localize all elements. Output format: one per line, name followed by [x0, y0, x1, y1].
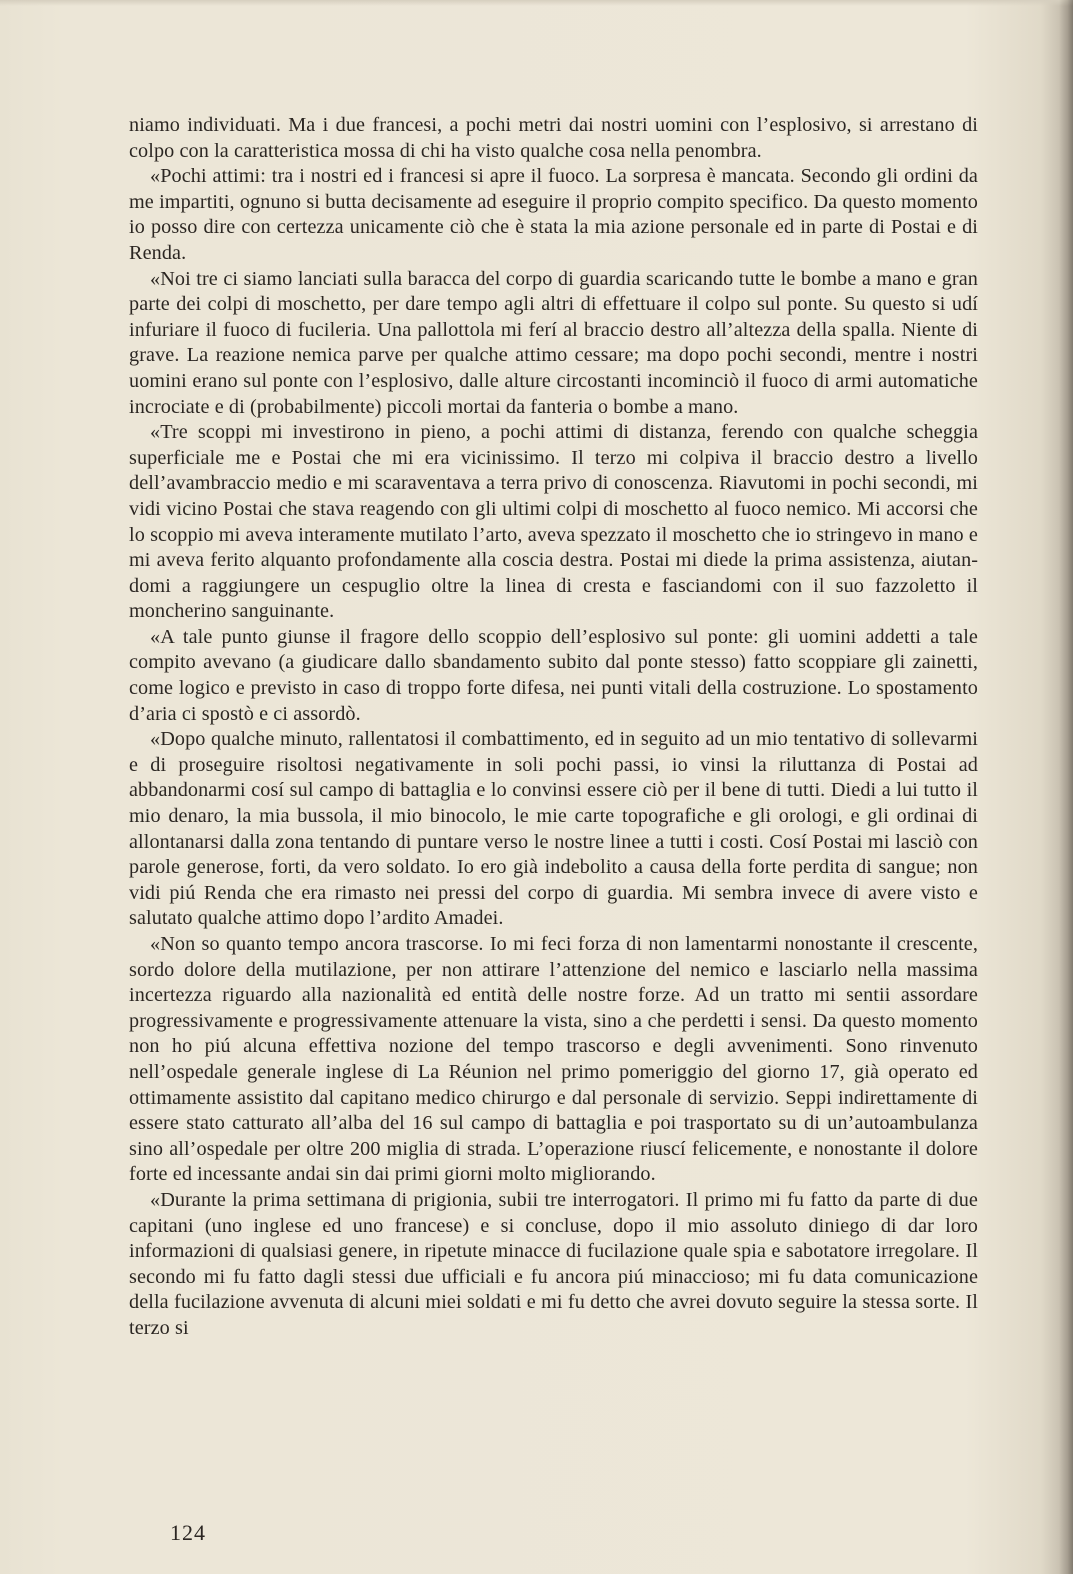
body-text	[129, 113, 978, 1342]
paragraph: «A tale punto giunse il fragore dello scoppio dell’esplosivo sul ponte: gli uomini addetti a tale compito avevano (a giudicare dallo sbandamento subito dal ponte stesso) fatto scoppiare gli zainetti, come logico e previsto in caso di troppo forte difesa, nei punti vitali della costruzione. Lo spostamento d’aria ci spostò e ci assordò.	[129, 625, 978, 725]
paragraph: «Noi tre ci siamo lanciati sulla baracca del corpo di guardia scaricando tutte le bombe a mano e gran parte dei colpi di moschetto, per dare tempo agli altri di effettuare il colpo sul ponte. Su questo si udí infuriare il fuoco di fucileria. Una pallottola mi ferí al braccio destro all’altezza della spalla. Niente di grave. La reazione nemica parve per qualche attimo cessare; ma dopo pochi secondi, mentre i nostri uomini erano sul ponte con l’esplosivo, dalle alture circostanti incominciò il fuoco di armi automatiche incrociate e di (probabilmente) piccoli mortai da fanteria o bombe a mano.	[129, 267, 978, 418]
paragraph: «Durante la prima settimana di prigionia, subii tre interrogatori. Il primo mi fu fatto da parte di due capitani (uno inglese ed uno francese) e si concluse, dopo il mio assoluto diniego di dar loro informazioni di qualsiasi genere, in ripetute minacce di fucilazione quale spia e sabotatore irregolare. Il secondo mi fu fatto dagli stessi due ufficiali e fu ancora piú minaccioso; mi fu data comunicazione della fucilazione avvenuta di alcuni miei soldati e mi fu detto che avrei dovuto seguire la stessa sorte. Il terzo si	[129, 1188, 978, 1339]
paragraph: «Non so quanto tempo ancora trascorse. Io mi feci forza di non lamentarmi nonostante il crescente, sordo dolore della mutilazione, per non attirare l’attenzione del nemico e lasciarlo nella massima incertezza riguardo alla nazionalità ed entità delle nostre forze. Ad un tratto mi sentii assordare progressivamente e progressivamente attenuare la vista, sino a che perdetti i sensi. Da questo momento non ho piú alcuna effettiva nozione del tempo trascorso e degli avvenimenti. Sono rinvenuto nell’ospedale generale inglese di La Réunion nel primo pomeriggio del giorno 17, già operato ed ottimamente assistito dal capitano medico chirurgo e dal personale di servizio. Seppi indirettamente di essere stato catturato all’alba del 16 sul campo di battaglia e poi trasportato su di un’autoambulanza sino all’ospedale per oltre 200 miglia di strada. L’operazione riuscí felicemente, e nonostante il dolore forte ed incessante andai sin dai primi giorni molto migliorando.	[129, 933, 978, 1186]
paragraph-continuation: niamo individuati. Ma i due francesi, a pochi metri dai nostri uomini con l’esplosivo, si arrestano di colpo con la caratteristica mossa di chi ha visto qualche cosa nella penombra.	[129, 114, 978, 162]
binding-shadow	[1059, 0, 1073, 1574]
page-number: 124	[170, 1520, 206, 1545]
paragraph: «Pochi attimi: tra i nostri ed i francesi si apre il fuoco. La sorpresa è mancata. Secondo gli ordini da me impartiti, ognuno si butta decisamente ad eseguire il proprio compito specifico. Da questo momento io posso dire con certezza unicamente ciò che è stata la mia azione personale ed in parte di Postai e di Renda.	[129, 165, 978, 264]
page-top-edge	[0, 0, 1073, 6]
paragraph: «Dopo qualche minuto, rallentatosi il combattimento, ed in seguito ad un mio tentativo di sollevarmi e di proseguire risoltosi negativamente in soli pochi passi, io vinsi la riluttanza di Postai ad abbandonarmi cosí sul campo di battaglia e lo convinsi essere ciò per il bene di tutti. Diedi a lui tutto il mio denaro, la mia bussola, il mio binocolo, le mie carte topografiche e gli orologi, e gli ordinai di allontanarsi dalla zona tentando di puntare verso le nostre linee a tutti i costi. Cosí Postai mi lasciò con parole generose, forti, da vero soldato. Io ero già indebolito a causa della forte perdita di sangue; non vidi piú Renda che era rimasto nei pressi del corpo di guardia. Mi sembra invece di avere visto e salutato qualche attimo dopo l’ardito Amadei.	[129, 728, 978, 930]
paragraph: «Tre scoppi mi investirono in pieno, a pochi attimi di distanza, ferendo con qualche scheggia superficiale me e Postai che mi era vicinissimo. Il terzo mi colpiva il braccio destro a livello dell’avambraccio medio e mi scaraventava a terra privo di conoscenza. Riavutomi in pochi secondi, mi vidi vicino Postai che stava reagendo con gli ultimi colpi di moschetto al fuoco nemico. Mi accorsi che lo scoppio mi aveva interamente mutilato l’arto, aveva spezzato il moschetto che io stringevo in mano e mi aveva ferito alquanto profondamente alla coscia destra. Postai mi diede la prima assistenza, aiutandomi a raggiungere un cespuglio oltre la linea di cresta e fasciandomi con il suo fazzoletto il moncherino sanguinante.	[129, 421, 978, 623]
